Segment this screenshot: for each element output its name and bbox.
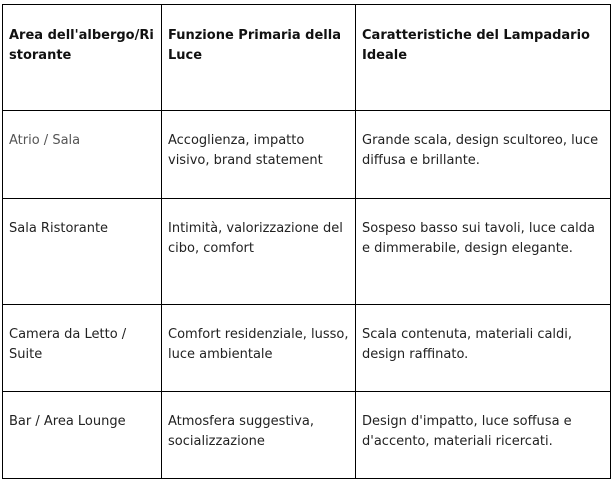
cell-function: Atmosfera suggestiva, socializzazione <box>162 392 356 479</box>
comparison-table <box>2 4 611 479</box>
table-header-row <box>3 5 611 111</box>
cell-area: Atrio / Sala <box>3 111 162 199</box>
cell-function: Intimità, valorizzazione del cibo, comfort <box>162 199 356 305</box>
cell-function: Accoglienza, impatto visivo, brand statement <box>162 111 356 199</box>
cell-features: Grande scala, design scultoreo, luce diffusa e brillante. <box>356 111 611 199</box>
cell-features: Scala contenuta, materiali caldi, design raffinato. <box>356 305 611 392</box>
cell-function: Comfort residenziale, lusso, luce ambientale <box>162 305 356 392</box>
header-ideal-features: Caratteristiche del Lampadario Ideale <box>356 5 611 111</box>
table-row <box>3 199 611 305</box>
table-row <box>3 392 611 479</box>
cell-area: Sala Ristorante <box>3 199 162 305</box>
table-row <box>3 111 611 199</box>
header-primary-function: Funzione Primaria della Luce <box>162 5 356 111</box>
cell-area: Bar / Area Lounge <box>3 392 162 479</box>
cell-features: Sospeso basso sui tavoli, luce calda e dimmerabile, design elegante. <box>356 199 611 305</box>
cell-area: Camera da Letto / Suite <box>3 305 162 392</box>
header-area: Area dell'albergo/Ristorante <box>3 5 162 111</box>
cell-features: Design d'impatto, luce soffusa e d'accento, materiali ricercati. <box>356 392 611 479</box>
table-row <box>3 305 611 392</box>
